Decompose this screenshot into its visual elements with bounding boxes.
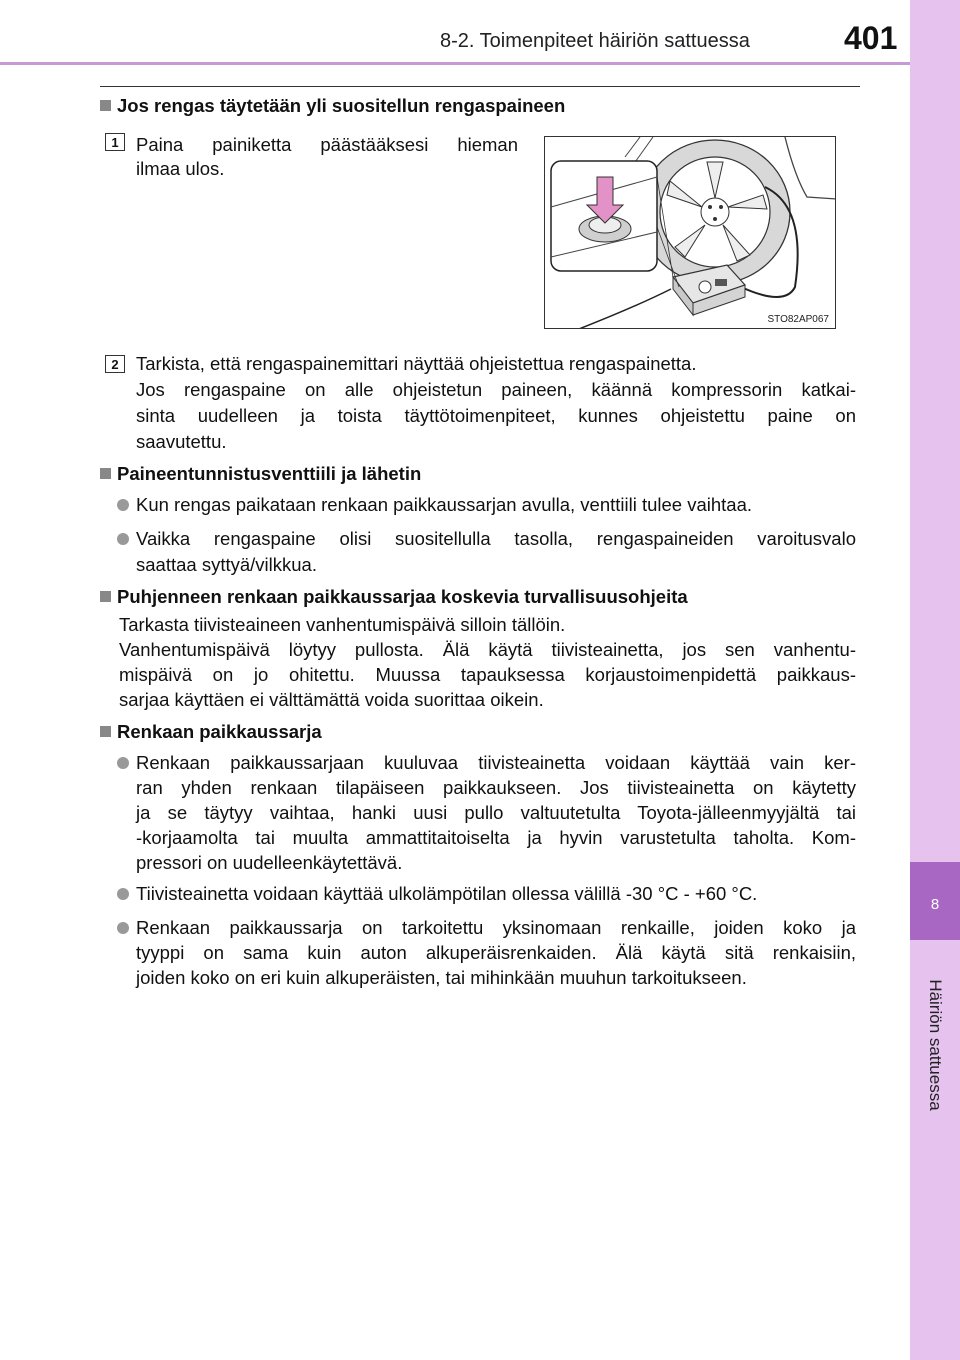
body-text: sarjaa käyttäen ei välttämättä voida suorittaa oikein. (119, 689, 544, 710)
body-text: mispäivä on jo ohitettu. Muussa tapauksessa korjaustoimenpidettä paikkaus- (119, 664, 856, 685)
step-text: saavutettu. (136, 431, 227, 452)
bullet-text: joiden koko on eri kuin alkuperäisten, tai mihinkään muuhun tarkoitukseen. (136, 967, 747, 988)
square-bullet-icon (100, 100, 111, 111)
bullet-text: -korjaamolta tai muulta ammattitaitoiselta ja hyvin varustetulta taholta. Kom- (136, 827, 856, 848)
bullet-text: ja se täytyy vaihtaa, hanki uusi pullo valtuutetulta Toyota-jälleenmyyjältä tai (136, 802, 856, 823)
page-number: 401 (844, 20, 898, 56)
body-text: Tarkasta tiivisteaineen vanhentumispäivä silloin tällöin. (119, 614, 566, 635)
chapter-number: 8 (910, 862, 960, 940)
heading-text: Puhjenneen renkaan paikkaussarjaa koskevia turvallisuusohjeita (117, 586, 688, 607)
section-heading (100, 586, 688, 608)
header-divider (0, 62, 910, 65)
step-text: ilmaa ulos. (136, 158, 225, 179)
chapter-sidebar (910, 0, 960, 1360)
bullet-text: Vaikka rengaspaine olisi suositellulla tasolla, rengaspaineiden varoitusvalo (136, 528, 856, 549)
round-bullet-icon (117, 922, 129, 934)
round-bullet-icon (117, 757, 129, 769)
bullet-text: tyyppi on sama kuin auton alkuperäisrenkaiden. Älä käytä sitä renkaisiin, (136, 942, 856, 963)
square-bullet-icon (100, 591, 111, 602)
heading-text: Renkaan paikkaussarja (117, 721, 322, 742)
square-bullet-icon (100, 726, 111, 737)
section-heading (100, 463, 421, 485)
bullet-text: ran yhden renkaan tilapäiseen paikkaukseen. Jos tiivisteainetta on käytetty (136, 777, 856, 798)
step-number: 2 (105, 355, 125, 373)
bullet-text: Renkaan paikkaussarja on tarkoitettu yksinomaan renkaille, joiden koko ja (136, 917, 856, 938)
section-title: 8-2. Toimenpiteet häiriön sattuessa (440, 30, 750, 52)
round-bullet-icon (117, 888, 129, 900)
chapter-label: Häiriön sattuessa (926, 979, 945, 1111)
round-bullet-icon (117, 499, 129, 511)
bullet-text: Renkaan paikkaussarjaan kuuluvaa tiivisteainetta voidaan käyttää vain ker- (136, 752, 856, 773)
content-rule (100, 86, 860, 87)
section-heading (100, 95, 565, 117)
section-heading (100, 721, 322, 743)
bullet-text: Kun rengas paikataan renkaan paikkaussarjan avulla, venttiili tulee vaihtaa. (136, 494, 753, 515)
step-number: 1 (105, 133, 125, 151)
bullet-text: saattaa syttyä/vilkkua. (136, 554, 317, 575)
body-text: Vanhentumispäivä löytyy pullosta. Älä käytä tiivisteainetta, jos sen vanhentu- (119, 639, 856, 660)
heading-text: Paineentunnistusventtiili ja lähetin (117, 463, 422, 484)
round-bullet-icon (117, 533, 129, 545)
bullet-text: Tiivisteainetta voidaan käyttää ulkolämpötilan ollessa välillä -30 °C - +60 °C. (136, 883, 758, 904)
step-text: Tarkista, että rengaspainemittari näyttää ohjeistettua rengaspainetta. (136, 353, 697, 374)
step-text: sinta uudelleen ja toista täyttötoimenpiteet, kunnes ohjeistettu paine on (136, 405, 856, 426)
square-bullet-icon (100, 468, 111, 479)
illustration-figure (544, 136, 836, 329)
heading-text: Jos rengas täytetään yli suositellun rengaspaineen (117, 95, 566, 116)
bullet-text: pressori on uudelleenkäytettävä. (136, 852, 403, 873)
tire-compressor-illustration (545, 137, 836, 329)
step-text: Paina painiketta päästääksesi hieman (136, 134, 518, 155)
figure-code: STO82AP067 (767, 314, 829, 325)
step-text: Jos rengaspaine on alle ohjeistetun paineen, käännä kompressorin katkai- (136, 379, 856, 400)
